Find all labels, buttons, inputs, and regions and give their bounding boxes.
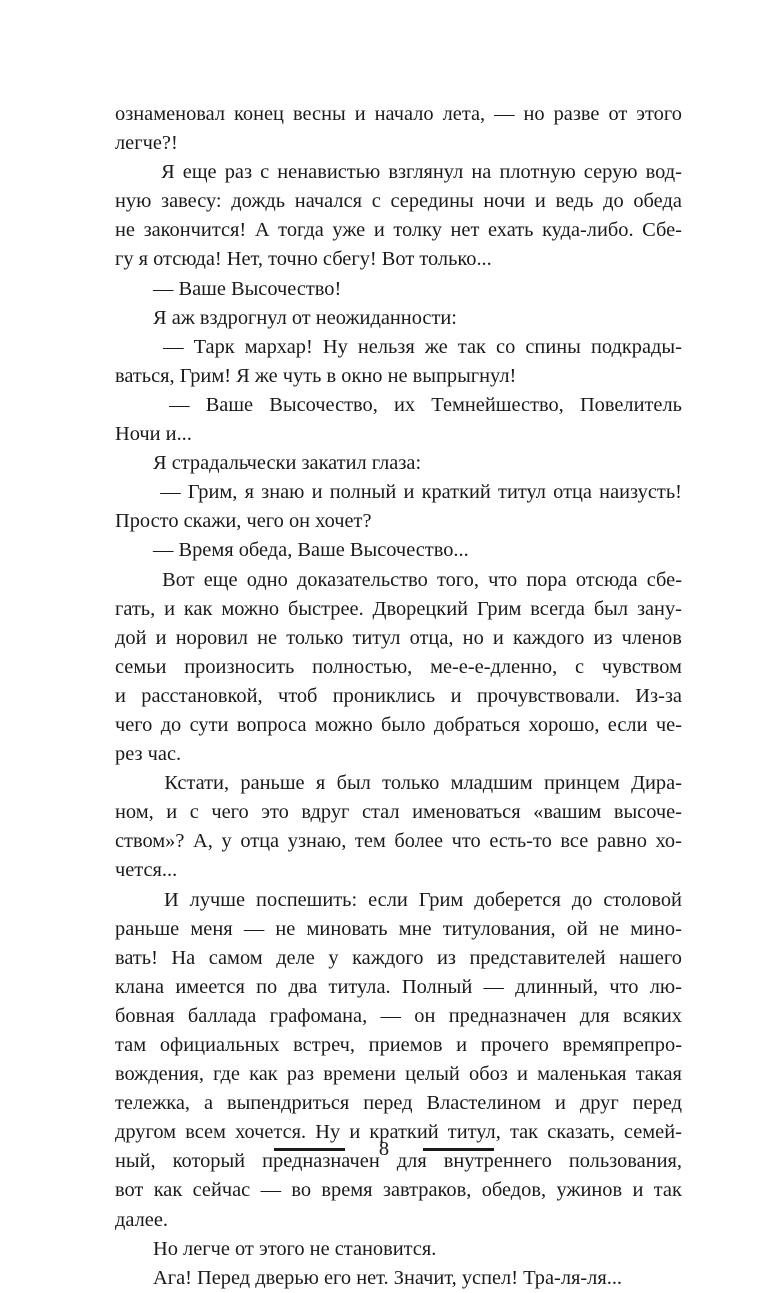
text-line: ную завесу: дождь начался с середины ночи и ведь до обеда — [115, 190, 682, 213]
paragraph — [115, 536, 682, 565]
text-line: — Ваше Высочество! — [153, 277, 342, 300]
text-line: бовная баллада графомана, — он предназначен для всяких — [115, 1004, 682, 1027]
paragraph-indent — [115, 333, 153, 362]
paragraph — [115, 449, 682, 478]
paragraph — [115, 886, 682, 1235]
text-line: ном, и с чего это вдруг стал именоваться «вашим высоче- — [115, 801, 682, 824]
text-line: ный, который предназначен для внутреннего пользования, — [115, 1150, 682, 1173]
text-line: тележка, а выпендриться перед Властелином и друг перед — [115, 1092, 682, 1115]
text-line: клана имеется по два титула. Полный — длинный, что лю- — [115, 975, 682, 998]
page-number: 8 — [378, 1137, 390, 1160]
paragraph — [115, 1235, 682, 1264]
paragraph — [115, 769, 682, 885]
paragraph — [115, 275, 682, 304]
text-line: вот как сейчас — во время завтраков, обедов, ужинов и так — [115, 1179, 682, 1202]
text-line: ознаменовал конец весны и начало лета, — но разве от этого — [115, 103, 682, 125]
text-line: Но легче от этого не становится. — [153, 1237, 437, 1260]
paragraph — [115, 100, 682, 158]
text-line: ством»? А, у отца узнаю, тем более что есть-то все равно хо- — [115, 830, 682, 853]
footer-rule-left — [274, 1148, 345, 1151]
paragraph-indent — [115, 391, 153, 420]
paragraph-indent — [115, 158, 153, 187]
text-line: — Тарк мархар! Ну нельзя же так со спины подкрады- — [115, 333, 682, 362]
text-line: дой и норовил не только титул отца, но и каждого из членов — [115, 626, 682, 649]
paragraph — [115, 333, 682, 391]
paragraph-indent — [115, 478, 153, 507]
text-line: гу я отсюда! Нет, точно сбегу! Вот только... — [115, 248, 492, 271]
text-line: легче?! — [115, 132, 178, 155]
text-line: вать! На самом деле у каждого из представителей нашего — [115, 946, 682, 969]
paragraph — [115, 158, 682, 274]
page-footer — [0, 1134, 768, 1164]
text-line: и расстановкой, чтоб прониклись и прочувствовали. Из-за — [115, 684, 682, 707]
text-line: гать, и как можно быстрее. Дворецкий Грим всегда был зану- — [115, 597, 682, 620]
text-line: Я аж вздрогнул от неожиданности: — [153, 306, 457, 329]
text-line: рез час. — [115, 743, 182, 766]
text-line: Я еще раз с ненавистью взглянул на плотную серую вод- — [115, 158, 682, 187]
text-line: чется... — [115, 859, 178, 882]
paragraph-indent — [115, 769, 153, 798]
paragraph — [115, 304, 682, 333]
text-line: — Время обеда, Ваше Высочество... — [153, 539, 469, 562]
text-line: Просто скажи, чего он хочет? — [115, 510, 372, 533]
text-line: ваться, Грим! Я же чуть в окно не выпрыгнул! — [115, 364, 517, 387]
paragraph — [115, 566, 682, 770]
text-line: — Ваше Высочество, их Темнейшество, Повелитель — [115, 391, 682, 420]
text-line: там официальных встреч, приемов и прочего времяпрепро- — [115, 1034, 682, 1056]
text-line: — Грим, я знаю и полный и краткий титул отца наизусть! — [115, 478, 682, 507]
text-line: вождения, где как раз времени целый обоз и маленькая такая — [115, 1063, 682, 1086]
text-line: раньше меня — не миновать мне титулования, ой не мино- — [115, 917, 682, 940]
paragraph — [115, 478, 682, 536]
text-line: И лучше поспешить: если Грим доберется до столовой — [115, 886, 682, 915]
paragraph-indent — [115, 886, 153, 915]
paragraph-indent — [115, 566, 153, 595]
text-line: Вот еще одно доказательство того, что пора отсюда сбе- — [115, 566, 682, 595]
text-line: другом всем хочется. Ну и краткий титул, так сказать, семей- — [115, 1121, 682, 1144]
text-line: далее. — [115, 1208, 168, 1231]
body-text-column — [115, 100, 682, 1293]
text-line: семьи произносить полностью, ме-е-е-дленно, с чувством — [115, 655, 682, 678]
paragraph — [115, 1264, 682, 1293]
text-line: не закончится! А тогда уже и толку нет ехать куда-либо. Сбе- — [115, 219, 682, 242]
footer-rule-right — [423, 1148, 494, 1151]
text-line: Ага! Перед дверью его нет. Значит, успел! Тра-ля-ля... — [153, 1266, 623, 1289]
text-line: Кстати, раньше я был только младшим принцем Дира- — [115, 769, 682, 798]
text-line: Я страдальчески закатил глаза: — [153, 452, 422, 475]
text-line: чего до сути вопроса можно было добраться хорошо, если че- — [115, 713, 682, 736]
paragraph — [115, 391, 682, 449]
text-line: Ночи и... — [115, 423, 192, 446]
